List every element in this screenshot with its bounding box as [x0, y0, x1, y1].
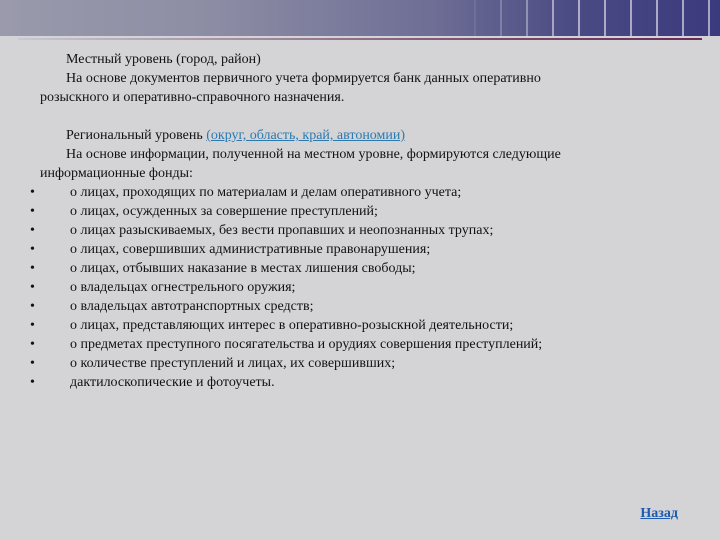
regional-heading	[0, 126, 720, 145]
list-item-text: о лицах, представляющих интерес в оперативно-розыскной деятельности;	[70, 318, 514, 333]
header-stripes	[460, 0, 720, 36]
list-item	[0, 335, 720, 354]
bullet-icon: •	[30, 356, 35, 371]
list-item	[0, 278, 720, 297]
regional-text-line1: На основе информации, полученной на местном уровне, формируются следующие	[66, 147, 561, 162]
bullet-icon: •	[30, 299, 35, 314]
local-text-line2: розыскного и оперативно-справочного назначения.	[40, 90, 345, 105]
regional-text-line2: информационные фонды:	[40, 166, 193, 181]
bullet-icon: •	[30, 280, 35, 295]
bullet-icon: •	[30, 318, 35, 333]
bullet-icon: •	[30, 185, 35, 200]
list-item	[0, 221, 720, 240]
bullet-icon: •	[30, 242, 35, 257]
header-divider	[18, 38, 702, 40]
list-item	[0, 240, 720, 259]
list-item	[0, 202, 720, 221]
list-item	[0, 373, 720, 392]
list-item-text: дактилоскопические и фотоучеты.	[70, 375, 275, 390]
bullet-icon: •	[30, 337, 35, 352]
list-item-text: о владельцах автотранспортных средств;	[70, 299, 314, 314]
local-text-line1: На основе документов первичного учета формируется банк данных оперативно	[66, 71, 541, 86]
bullet-icon: •	[30, 204, 35, 219]
local-heading: Местный уровень (город, район)	[66, 52, 261, 67]
fund-list	[0, 183, 720, 392]
header-band	[0, 0, 720, 36]
slide-content	[0, 50, 720, 392]
list-item-text: о владельцах огнестрельного оружия;	[70, 280, 296, 295]
list-item	[0, 297, 720, 316]
spacer	[0, 107, 720, 126]
bullet-icon: •	[30, 223, 35, 238]
list-item-text: о лицах разыскиваемых, без вести пропавших и неопознанных трупах;	[70, 223, 494, 238]
list-item	[0, 259, 720, 278]
regional-heading-link[interactable]: (округ, область, край, автономии)	[206, 128, 406, 143]
list-item-text: о лицах, отбывших наказание в местах лишения свободы;	[70, 261, 416, 276]
list-item-text: о лицах, осужденных за совершение преступлений;	[70, 204, 378, 219]
list-item	[0, 316, 720, 335]
list-item	[0, 183, 720, 202]
list-item-text: о лицах, проходящих по материалам и делам оперативного учета;	[70, 185, 462, 200]
list-item-text: о количестве преступлений и лицах, их совершивших;	[70, 356, 396, 371]
regional-heading-prefix: Региональный уровень	[66, 128, 207, 143]
list-item-text: о предметах преступного посягательства и орудиях совершения преступлений;	[70, 337, 543, 352]
list-item	[0, 354, 720, 373]
bullet-icon: •	[30, 375, 35, 390]
back-link[interactable]: Назад	[640, 506, 678, 521]
list-item-text: о лицах, совершивших административные правонарушения;	[70, 242, 431, 257]
bullet-icon: •	[30, 261, 35, 276]
